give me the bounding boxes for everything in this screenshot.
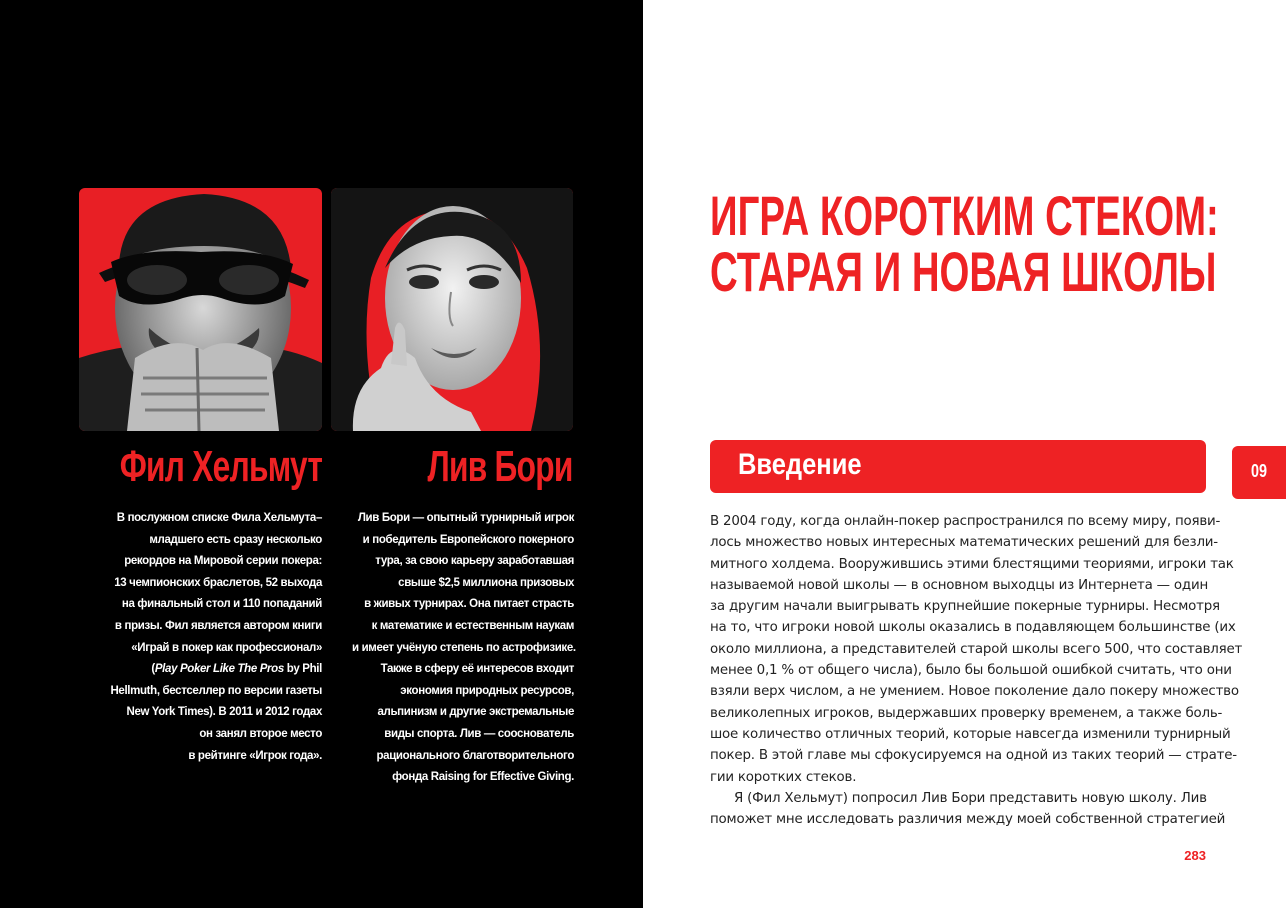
text-line: Я (Фил Хельмут) попросил Лив Бори представить новую школу. Лив	[734, 790, 1207, 806]
liv-boeree-bio	[352, 508, 574, 789]
bio-line: в призы. Фил является автором книги	[114, 619, 322, 632]
bio-line: рационального благотворительного	[376, 749, 574, 762]
text-line: поможет мне исследовать различия между моей собственной стратегией	[710, 812, 1226, 828]
bio-line: тура, за свою карьеру заработавшая	[375, 555, 574, 568]
bio-line: свыше $2,5 миллиона призовых	[398, 576, 574, 589]
text-line: гии коротких стеков.	[710, 769, 857, 785]
text-line: называемой новой школы — в основном выходцы из Интернета — один	[710, 577, 1209, 593]
text-line: за другим начали выигрывать крупнейшие покерные турниры. Несмотря	[710, 599, 1220, 615]
bio-line: Также в сферу её интересов входит	[380, 663, 574, 676]
chapter-number: 09	[1250, 461, 1268, 481]
bio-line: в рейтинге «Игрок года».	[188, 749, 322, 762]
chapter-title-line: ИГРА КОРОТКИМ СТЕКОМ:	[710, 184, 1219, 247]
bio-line: экономия природных ресурсов,	[400, 684, 574, 697]
section-heading: Введение	[738, 448, 862, 481]
text-line: покер. В этой главе мы сфокусируемся на одной из таких теорий — страте-	[710, 748, 1237, 764]
liv-boeree-photo	[331, 188, 573, 431]
text-line: лось множество новых интересных математических решений для безли-	[710, 535, 1218, 551]
text-line: митного холдема. Вооружившись этими блестящими теориями, игроки так	[710, 556, 1234, 572]
text-line: на то, что игроки новой школы оказались в подавляющем большинстве (их	[710, 620, 1236, 636]
text-line: шое количество отличных теорий, которые навсегда изменили турнирный	[710, 726, 1231, 742]
bio-line: В послужном списке Фила Хельмута–	[116, 512, 322, 524]
bio-line: рекордов на Мировой серии покера:	[124, 555, 322, 568]
bio-line: 13 чемпионских браслетов, 52 выхода	[114, 576, 322, 589]
chapter-title-line: СТАРАЯ И НОВАЯ ШКОЛЫ	[710, 240, 1217, 303]
bio-line: New York Times). В 2011 и 2012 годах	[126, 706, 322, 719]
phil-hellmuth-photo	[79, 188, 322, 431]
phil-hellmuth-bio	[100, 508, 322, 767]
bio-line: альпинизм и другие экстремальные	[377, 706, 574, 719]
bio-line: к математике и естественным наукам	[371, 619, 574, 632]
text-line: взяли верх числом, а не умением. Новое поколение дало покеру множество	[710, 684, 1239, 700]
phil-hellmuth-name: Фил Хельмут	[119, 442, 322, 491]
text-line: великолепных игроков, выдержавших проверку временем, а также боль-	[710, 705, 1223, 721]
bio-line: виды спорта. Лив — сооснователь	[384, 727, 574, 740]
liv-boeree-name: Лив Бори	[427, 442, 573, 491]
bio-line: младшего есть сразу несколько	[149, 533, 322, 546]
bio-line: на финальный стол и 110 попаданий	[121, 598, 322, 611]
bio-line: (Play Poker Like The Pros by Phil	[151, 663, 322, 676]
bio-line: он занял второе место	[199, 727, 322, 740]
bio-line: и победитель Европейского покерного	[362, 533, 574, 546]
bio-line: в живых турнирах. Она питает страсть	[364, 598, 574, 611]
body-text	[710, 511, 1243, 830]
text-line: В 2004 году, когда онлайн-покер распространился по всему миру, появи-	[710, 514, 1221, 529]
bio-line: и имеет учёную степень по астрофизике.	[352, 641, 576, 654]
bio-line: Лив Бори — опытный турнирный игрок	[357, 512, 574, 524]
text-line: менее 0,1 % от общего числа), было бы большой ошибкой считать, что они	[710, 663, 1232, 679]
bio-line: «Играй в покер как профессионал»	[131, 641, 322, 654]
bio-line: Hellmuth, бестселлер по версии газеты	[110, 684, 322, 697]
chapter-title	[710, 184, 1219, 303]
chapter-tab	[1232, 446, 1286, 499]
bio-line: фонда Raising for Effective Giving.	[392, 771, 574, 784]
section-heading-bar	[710, 440, 1206, 493]
book-title: Play Poker Like The Pros	[154, 663, 284, 676]
page-number: 283	[1184, 848, 1206, 863]
text-line: около миллиона, а представителей старой школы всего 500, что составляет	[710, 641, 1243, 657]
